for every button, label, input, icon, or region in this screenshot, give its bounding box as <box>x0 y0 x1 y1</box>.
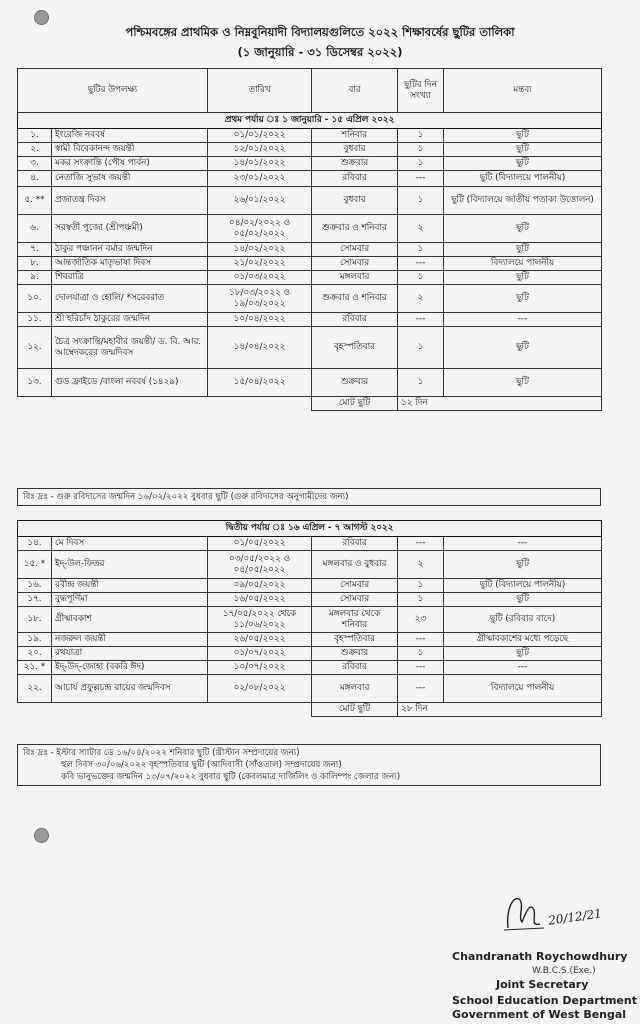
total-value: ১২ দিন <box>398 397 602 411</box>
days-count: ১ <box>398 647 444 661</box>
col-day: বার <box>312 69 398 113</box>
day: সোমবার <box>312 593 398 607</box>
remarks: বিদ্যালয়ে পালনীয় <box>444 257 602 271</box>
days-count: ২ <box>398 551 444 579</box>
day: মঙ্গলবার থেকে শনিবার <box>312 607 398 633</box>
occasion: ইংরেজি নববর্ষ <box>52 129 208 143</box>
occasion: রথযাত্রা <box>52 647 208 661</box>
date: ০৪/০২/২০২২ ও ০৫/০২/২০২২ <box>208 215 312 243</box>
occasion: ইদ্-উল-ফিতর <box>52 551 208 579</box>
date: ১২/০১/২০২২ <box>208 143 312 157</box>
total-value: ২৮ দিন <box>398 703 602 717</box>
row-number: ৪. <box>18 171 52 187</box>
table-row <box>18 537 602 551</box>
remarks: বিদ্যালয়ে পালনীয় <box>444 675 602 703</box>
day: সোমবার <box>312 257 398 271</box>
remarks: ছুটি (রবিবার বাদে) <box>444 607 602 633</box>
occasion: দোলযাত্রা ও হোলি/ *সবেবরাত <box>52 285 208 313</box>
row-number: ৬. <box>18 215 52 243</box>
date: ০১/০১/২০২২ <box>208 129 312 143</box>
occasion: শিবরাত্রি <box>52 271 208 285</box>
day: রবিবার <box>312 661 398 675</box>
remarks: --- <box>444 661 602 675</box>
day: শুক্রবার <box>312 369 398 397</box>
note-bhanubhakta: কবি ভানুভক্তের জন্মদিন ১৩/০৭/২০২২ বুধবার ছুটি (কেবলমাত্র দার্জিলিং ও কালিম্পং জেলার জন্য) <box>61 772 401 782</box>
occasion: গুড ফ্রাইডে /বাংলা নববর্ষ (১৪২৯) <box>52 369 208 397</box>
table-row <box>18 675 602 703</box>
remarks: ছুটি <box>444 243 602 257</box>
date: ১৭/০৫/২০২২ থেকে ১১/০৬/২০২২ <box>208 607 312 633</box>
remarks: ছুটি <box>444 551 602 579</box>
days-count: ১ <box>398 243 444 257</box>
days-count: ১ <box>398 271 444 285</box>
document-subtitle: (১ জানুয়ারি - ৩১ ডিসেম্বর ২০২২) <box>237 45 403 59</box>
remarks: --- <box>444 313 602 327</box>
day: বুধবার <box>312 143 398 157</box>
remarks: ছুটি <box>444 327 602 369</box>
document-title: পশ্চিমবঙ্গের প্রাথমিক ও নিম্নবুনিয়াদী বিদ্যালয়গুলিতে ২০২২ শিক্ষাবর্ষের ছুটির তালিকা <box>125 25 515 39</box>
row-number: ১১. <box>18 313 52 327</box>
days-count: --- <box>398 675 444 703</box>
note-hul-divas: হুল দিবস ৩০/০৬/২০২২ বৃহস্পতিবার ছুটি (আদিবাসী (সাঁওতাল) সম্প্রদায়ের জন্য) <box>61 760 342 770</box>
table-row <box>18 633 602 647</box>
col-date: তারিখ <box>208 69 312 113</box>
signatory-service: W.B.C.S.(Exe.) <box>532 966 596 976</box>
days-count: ১ <box>398 157 444 171</box>
occasion: প্রজাতন্ত্র দিবস <box>52 187 208 215</box>
day: বৃহস্পতিবার <box>312 327 398 369</box>
days-count: --- <box>398 257 444 271</box>
remarks: --- <box>444 537 602 551</box>
date: ০৯/০৫/২০২২ <box>208 579 312 593</box>
occasion: গ্রীষ্মাবকাশ <box>52 607 208 633</box>
remarks: ছুটি <box>444 285 602 313</box>
days-count: --- <box>398 171 444 187</box>
note-phase-1: বিঃ দ্রঃ - গুরু রবিদাসের জন্মদিন ১৬/০২/২০২২ বুধবার ছুটি (গুরু রবিদাসের অনুগামীদের জন্য) <box>17 488 601 506</box>
days-count: --- <box>398 661 444 675</box>
table-row <box>18 369 602 397</box>
phase-2-heading: দ্বিতীয় পর্যায় ঃ ১৬ এপ্রিল - ৭ আগস্ট ২০২২ <box>18 521 602 537</box>
row-number: ১৪. <box>18 537 52 551</box>
date: ১০/০৪/২০২২ <box>208 313 312 327</box>
table-row <box>18 607 602 633</box>
occasion: ইদ্-উদ্-জোহা (বকরি ঈদ) <box>52 661 208 675</box>
date: ১৪/০১/২০২২ <box>208 157 312 171</box>
occasion: স্বামী বিবেকানন্দ জয়ন্তী <box>52 143 208 157</box>
remarks: ছুটি <box>444 143 602 157</box>
date: ১৮/০৩/২০২২ ও ১৯/০৩/২০২২ <box>208 285 312 313</box>
table-row <box>18 593 602 607</box>
date: ০২/০৮/২০২২ <box>208 675 312 703</box>
day: বৃহস্পতিবার <box>312 633 398 647</box>
occasion: আচার্য প্রফুল্লচন্দ্র রায়ের জন্মদিবস <box>52 675 208 703</box>
table-row <box>18 243 602 257</box>
remarks: ছুটি <box>444 593 602 607</box>
row-number: ২. <box>18 143 52 157</box>
row-number: ১৬. <box>18 579 52 593</box>
total-label: মোট ছুটি <box>312 397 398 411</box>
day: শুক্রবার <box>312 157 398 171</box>
table-row <box>18 551 602 579</box>
occasion: মে দিবস <box>52 537 208 551</box>
date: ১০/০৭/২০২২ <box>208 661 312 675</box>
holiday-table-phase-2 <box>17 520 602 717</box>
days-count: ১ <box>398 369 444 397</box>
row-number: ৩. <box>18 157 52 171</box>
row-number: ৯. <box>18 271 52 285</box>
row-number: ৭. <box>18 243 52 257</box>
phase-1-total-row <box>18 397 602 411</box>
occasion: নেতাজি সুভাষ জয়ন্তী <box>52 171 208 187</box>
date: ০১/০৫/২০২২ <box>208 537 312 551</box>
days-count: --- <box>398 633 444 647</box>
occasion: রবীন্দ্র জয়ন্তী <box>52 579 208 593</box>
date: ২৩/০১/২০২২ <box>208 171 312 187</box>
row-number: ১৩. <box>18 369 52 397</box>
table-row <box>18 215 602 243</box>
phase-2-total-row <box>18 703 602 717</box>
day: বুধবার <box>312 187 398 215</box>
occasion: নজরুল জয়ন্তী <box>52 633 208 647</box>
signature-date: 20/12/21 <box>547 906 603 928</box>
row-number: ১৫. * <box>18 551 52 579</box>
table-row <box>18 157 602 171</box>
row-number: ৫. ** <box>18 187 52 215</box>
table-row <box>18 187 602 215</box>
total-label: মোট ছুটি <box>312 703 398 717</box>
note-phase-2 <box>17 744 601 786</box>
date: ২৬/০১/২০২২ <box>208 187 312 215</box>
date: ১৪/০২/২০২২ <box>208 243 312 257</box>
col-remarks: মন্তব্য <box>444 69 602 113</box>
occasion: সরস্বতী পুজো (শ্রীপঞ্চমী) <box>52 215 208 243</box>
date: ০৩/০৫/২০২২ ও ০৪/০৫/২০২২ <box>208 551 312 579</box>
table-row <box>18 171 602 187</box>
signatory-department: School Education Department <box>452 994 637 1007</box>
day: মঙ্গলবার <box>312 675 398 703</box>
row-number: ১৭. <box>18 593 52 607</box>
remarks: গ্রীষ্মাবকাশের মধ্যে পড়েছে <box>444 633 602 647</box>
days-count: ১ <box>398 579 444 593</box>
signatory-designation: Joint Secretary <box>496 978 589 991</box>
day: শুক্রবার ও শনিবার <box>312 215 398 243</box>
row-number: ২১. * <box>18 661 52 675</box>
days-count: ১ <box>398 187 444 215</box>
date: ২১/০২/২০২২ <box>208 257 312 271</box>
remarks: ছুটি <box>444 215 602 243</box>
row-number: ১২. <box>18 327 52 369</box>
row-number: ১. <box>18 129 52 143</box>
row-number: ১৮. <box>18 607 52 633</box>
day: রবিবার <box>312 313 398 327</box>
day: মঙ্গলবার ও বুধবার <box>312 551 398 579</box>
remarks: ছুটি (বিদ্যালয়ে পালনীয়) <box>444 171 602 187</box>
day: শুক্রবার ও শনিবার <box>312 285 398 313</box>
row-number: ১৯. <box>18 633 52 647</box>
days-count: ২৩ <box>398 607 444 633</box>
days-count: --- <box>398 537 444 551</box>
row-number: ৮. <box>18 257 52 271</box>
days-count: ১ <box>398 593 444 607</box>
day: রবিবার <box>312 537 398 551</box>
remarks: ছুটি <box>444 157 602 171</box>
date: ১৪/০৪/২০২২ <box>208 327 312 369</box>
occasion: চৈত্র সংক্রান্তি/মহাবীর জয়ন্তী/ ড. বি. আর. আম্বেদকরের জন্মদিবস <box>52 327 208 369</box>
occasion: বুদ্ধপূর্ণিমা <box>52 593 208 607</box>
remarks: ছুটি (বিদ্যালয়ে পালনীয়) <box>444 579 602 593</box>
days-count: ১ <box>398 129 444 143</box>
row-number: ১০. <box>18 285 52 313</box>
table-row <box>18 327 602 369</box>
table-row <box>18 285 602 313</box>
table-row <box>18 579 602 593</box>
occasion: ঠাকুর পঞ্চানন বর্মার জন্মদিন <box>52 243 208 257</box>
punch-hole-bottom <box>34 828 49 843</box>
remarks: ছুটি <box>444 369 602 397</box>
occasion: আন্তর্জাতিক মাতৃভাষা দিবস <box>52 257 208 271</box>
table-header-row <box>18 69 602 113</box>
day: সোমবার <box>312 579 398 593</box>
table-row <box>18 647 602 661</box>
day: মঙ্গলবার <box>312 271 398 285</box>
phase-1-heading: প্রথম পর্যায় ঃ ১ জানুয়ারি - ১৫ এপ্রিল ২০২২ <box>18 113 602 129</box>
punch-hole-top <box>34 10 49 25</box>
remarks: ছুটি <box>444 647 602 661</box>
table-row <box>18 257 602 271</box>
table-row <box>18 271 602 285</box>
day: রবিবার <box>312 171 398 187</box>
date: ২৬/০৫/২০২২ <box>208 633 312 647</box>
date: ০১/০৭/২০২২ <box>208 647 312 661</box>
row-number: ২০. <box>18 647 52 661</box>
date: ০১/০৩/২০২২ <box>208 271 312 285</box>
remarks: ছুটি <box>444 129 602 143</box>
days-count: ২ <box>398 285 444 313</box>
signatory-government: Government of West Bengal <box>452 1008 627 1021</box>
day: শনিবার <box>312 129 398 143</box>
table-row <box>18 661 602 675</box>
days-count: --- <box>398 313 444 327</box>
holiday-table-phase-1 <box>17 68 602 411</box>
days-count: ২ <box>398 215 444 243</box>
date: ১৫/০৪/২০২২ <box>208 369 312 397</box>
table-row <box>18 129 602 143</box>
occasion: মকর সংক্রান্তি (পৌষ পার্বন) <box>52 157 208 171</box>
date: ১৬/০৫/২০২২ <box>208 593 312 607</box>
col-occasion: ছুটির উপলক্ষ্য <box>18 69 208 113</box>
remarks: ছুটি <box>444 271 602 285</box>
days-count: ১ <box>398 327 444 369</box>
note-easter: বিঃ দ্রঃ - ইস্টার স্যাটার ডে ১৬/০৪/২০২২ শনিবার ছুটি (খ্রীস্টান সম্প্রদায়ের জন্য) <box>23 748 300 758</box>
day: সোমবার <box>312 243 398 257</box>
col-days-count: ছুটির দিন সংখ্যা <box>398 69 444 113</box>
row-number: ২২. <box>18 675 52 703</box>
table-row <box>18 313 602 327</box>
table-row <box>18 143 602 157</box>
remarks: ছুটি (বিদ্যালয়ে জাতীয় পতাকা উত্তোলন) <box>444 187 602 215</box>
day: শুক্রবার <box>312 647 398 661</box>
signatory-name: Chandranath Roychowdhury <box>452 950 628 963</box>
days-count: ১ <box>398 143 444 157</box>
occasion: শ্রী হরিচাঁদ ঠাকুরের জন্মদিন <box>52 313 208 327</box>
